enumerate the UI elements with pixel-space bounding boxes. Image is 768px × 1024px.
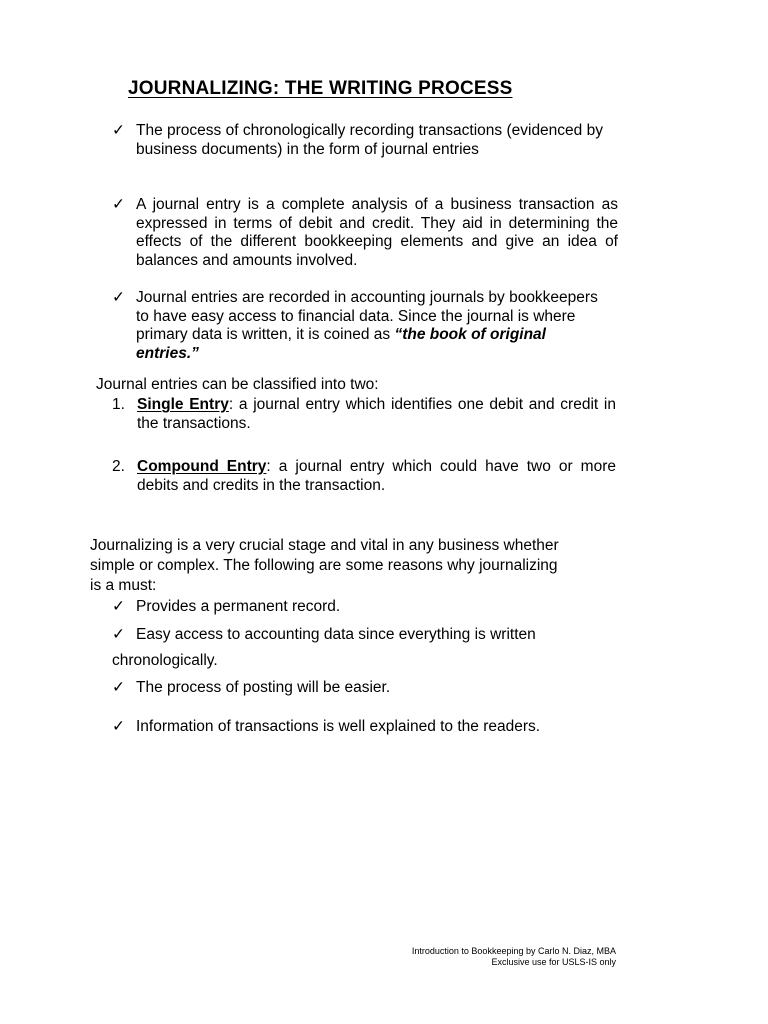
reason-item-3	[112, 679, 390, 698]
check-icon: ✓	[112, 679, 125, 696]
reason-item-4	[112, 718, 540, 737]
reasons-intro-line-3: is a must:	[90, 577, 157, 594]
page-title: JOURNALIZING: THE WRITING PROCESS	[128, 78, 513, 99]
emphasis-text: “the book of original entries.”	[136, 326, 546, 362]
reason-item-1	[112, 598, 340, 617]
definition-text: Journal entries are recorded in accounting journals by bookkeepers to have easy access to financial data. Since the journal is where primary data is written, it is coined as	[136, 289, 598, 343]
item-description: : a journal entry which could have two or more debits and credits in the transaction.	[137, 458, 616, 494]
item-description: : a journal entry which identifies one debit and credit in the transactions.	[137, 396, 616, 432]
reason-text: Information of transactions is well explained to the readers.	[136, 718, 541, 735]
classification-intro: Journal entries can be classified into two:	[96, 376, 379, 393]
item-text	[137, 458, 616, 495]
check-icon: ✓	[112, 598, 125, 615]
check-icon: ✓	[112, 196, 125, 213]
classification-item-2	[112, 458, 616, 495]
item-term: Single Entry	[137, 396, 229, 413]
reason-text: The process of posting will be easier.	[136, 679, 391, 696]
definition-item-1	[112, 122, 618, 159]
item-number: 2.	[112, 458, 125, 475]
item-term: Compound Entry	[137, 458, 267, 475]
classification-item-1	[112, 396, 616, 433]
check-icon: ✓	[112, 626, 125, 643]
definition-item-2	[112, 196, 618, 270]
check-icon: ✓	[112, 289, 125, 306]
definition-item-3	[112, 289, 612, 363]
reason-text: Provides a permanent record.	[136, 598, 341, 615]
reason-item-2	[112, 626, 536, 645]
item-number: 1.	[112, 396, 125, 413]
definition-text: A journal entry is a complete analysis of a business transaction as expressed in terms of debit and credit. They aid in determining the effects of the different bookkeeping elements and give an idea of balances and amounts involved.	[136, 196, 618, 269]
item-text	[137, 396, 616, 433]
definition-text: The process of chronologically recording transactions (evidenced by business documents) in the form of journal entries	[136, 122, 603, 158]
check-icon: ✓	[112, 122, 125, 139]
check-icon: ✓	[112, 718, 125, 735]
footer-line-1: Introduction to Bookkeeping by Carlo N. Diaz, MBA	[411, 946, 616, 956]
footer-line-2: Exclusive use for USLS-IS only	[491, 957, 616, 967]
reasons-intro-line-1: Journalizing is a very crucial stage and vital in any business whether	[90, 537, 559, 554]
definition-text-block	[136, 289, 612, 363]
reasons-intro-line-2: simple or complex. The following are some reasons why journalizing	[90, 557, 558, 574]
reason-text: Easy access to accounting data since everything is written	[136, 626, 536, 643]
reason-item-2-continuation: chronologically.	[112, 652, 218, 669]
page-footer	[412, 946, 616, 968]
